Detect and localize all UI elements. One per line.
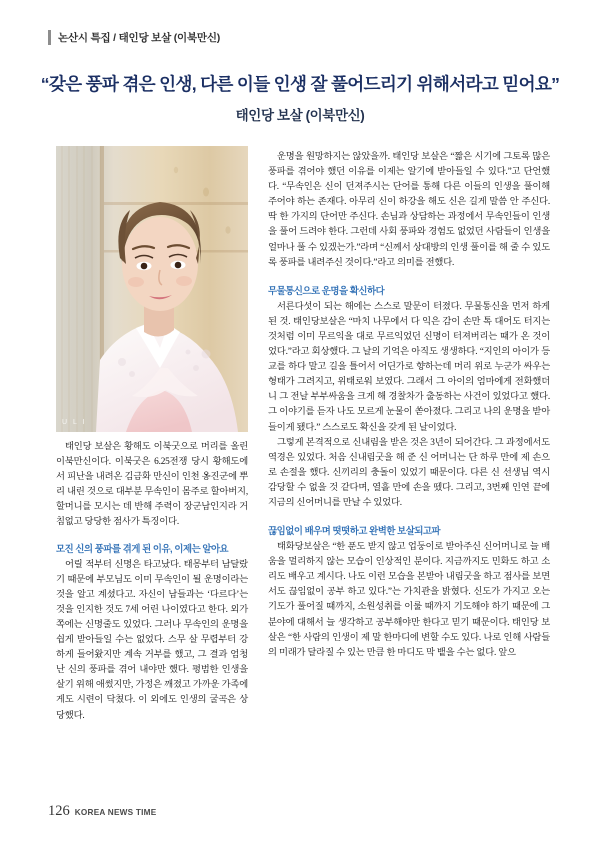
kicker-label: 논산시 특집 / 태인당 보살 (이북만신)	[58, 31, 221, 44]
page-footer	[48, 803, 156, 820]
publication-name: KOREA NEWS TIME	[74, 808, 157, 817]
right-paragraph-4: 태화당보살은 “한 푼도 받지 않고 업둥이로 받아주신 신어머니로 늘 배움을 멀리하지 않는 모습이 인상적인 분이다. 지금까지도 민화도 하고 소리도 배우고 계시다. 나도 이런 모습을 본받아 내림굿을 하고 점사를 보면서도 끊임없이 공부 하고 있다.”는 가치관을 밝혔다. 신도가 가지고 오는 기도가 풀어질 때까지, 소원성취를 이룰 때까지 기도해야 하기 때문에 그 분야에 대해서 늘 생각하고 공부해야만 한다고 믿기 때문이다. 태인당 보살은 “한 사람의 인생이 제 말 한마디에 변할 수도 있다. 나로 인해 사람들의 미래가 달라질 수 있는 만큼 한 마디도 막 뱉을 수는 없다. 앞으	[268, 542, 550, 658]
kicker-accent-bar	[48, 30, 51, 45]
article-right-column	[268, 150, 550, 661]
right-paragraph-2: 서른다섯이 되는 해에는 스스로 말문이 터졌다. 무물통신을 먼저 하게 된 것. 태인당보살은 “마치 나무에서 다 익은 감이 손만 톡 대어도 터지는 것처럼 이미 무르익을 대로 무르익었던 신명이 터져버리는 때가 온 것이었다.”라고 회상했다. 그 날의 기억은 아직도 생생하다. “지인의 아이가 등교를 하다 말고 길을 틀어서 어딘가로 향하는데 머리 위로 누군가 싸우는 형태가 그려지고, 위태로워 보였다. 그래서 그 아이의 엄마에게 전화했더니 그 전날 부부싸움을 크게 해 경찰차가 출동하는 사건이 있었다고 했다. 그 이야기를 듣자 나도 모르게 눈물이 쏟아졌다. 그리고 나의 운명을 받아들이게 됐다.” 스스로도 확신을 갖게 된 날이었다.	[268, 301, 550, 433]
left-paragraph-1: 태인당 보살은 황해도 이북굿으로 머리를 올린 이북만신이다. 이북굿은 6.25전쟁 당시 황해도에서 피난을 내려온 김금화 만신이 인천 옹진군에 뿌리 내린 것으로 대부분 무속인이 몸주로 할아버지, 할머니를 모시는 데 반해 주력이 장군남인지라 거침없고 당당한 점사가 특징이다.	[56, 442, 248, 528]
breadcrumb	[48, 28, 552, 46]
photo-illustration	[56, 146, 248, 432]
page-number: 126	[48, 803, 70, 819]
right-paragraph-1: 운명을 원망하지는 않았을까. 태인당 보살은 “짧은 시기에 그토록 많은 풍파를 겪어야 했던 이유를 이제는 알기에 받아들일 수 있다.”고 단언했다. “무속인은 신이 던져주시는 단어를 통해 다른 이들의 인생을 풀이해 주어야 하는 존재다. 아무리 신이 하강을 해도 신은 길게 말씀 안 주신다. 딱 한 가지의 단어만 주신다. 손님과 상담하는 과정에서 무속인들이 인생을 풀어 드려야 한다. 그런데 사회 풍파와 경험도 없었던 사람들이 인생을 얼마나 풀 수 있겠는가.”라며 “신께서 상대방의 인생 풀이를 해 줄 수 있도록 풍파를 내려주신 것이다.”라고 의미를 전했다.	[268, 152, 550, 268]
page-title: “갖은 풍파 겪은 인생, 다른 이들 인생 잘 풀어드리기 위해서라고 믿어요”	[40, 74, 560, 94]
right-subheading-2: 끊임없이 배우며 떳떳하고 완벽한 보살되고파	[268, 525, 441, 537]
right-subheading-1: 무물통신으로 운명을 확신하다	[268, 284, 385, 296]
left-subheading-1: 모진 신의 풍파를 겪게 된 이유, 이제는 알아요	[56, 542, 229, 554]
page-subtitle: 태인당 보살 (이북만신)	[235, 108, 365, 123]
right-paragraph-3: 그렇게 본격적으로 신내림을 받은 것은 3년이 되어간다. 그 과정에서도 역경은 있었다. 처음 신내림굿을 해 준 신 어머니는 단 하루 만에 제 손으로 손절을 했다. 신끼리의 충돌이 있었기 때문이다. 다른 신 선생님 역시 감당할 수 없을 것 같다며, 열흘 만에 손을 뗐다. 그리고, 3번째 인연 끝에 지금의 신어머니를 만날 수 있었다.	[268, 437, 550, 508]
left-paragraph-2: 어릴 적부터 신명은 타고났다. 태몽부터 남달랐기 때문에 부모님도 이미 무속인이 될 운명이라는 것을 알고 계셨다고. 자신이 남들과는 ‘다르다’는 것을 인지한 것도 7세 어린 나이였다고 한다. 외가 쪽에는 신명줄도 있었다. 그러나 무속인의 운명을 쉽게 받아들일 수는 없었다. 스무 살 무렵부터 강하게 들어왔지만 계속 거부를 했고, 그 결과 엄청난 신의 풍파를 겪어 내야만 했다. 평범한 인생을 살기 위해 애썼지만, 가정은 깨졌고 가까운 가족에게도 시련이 닥쳤다. 이 외에도 인생의 굴곡은 상당했다.	[56, 559, 248, 721]
article-left-column	[56, 440, 248, 724]
photo-watermark: U L I	[62, 419, 87, 426]
article-photo	[56, 146, 248, 432]
